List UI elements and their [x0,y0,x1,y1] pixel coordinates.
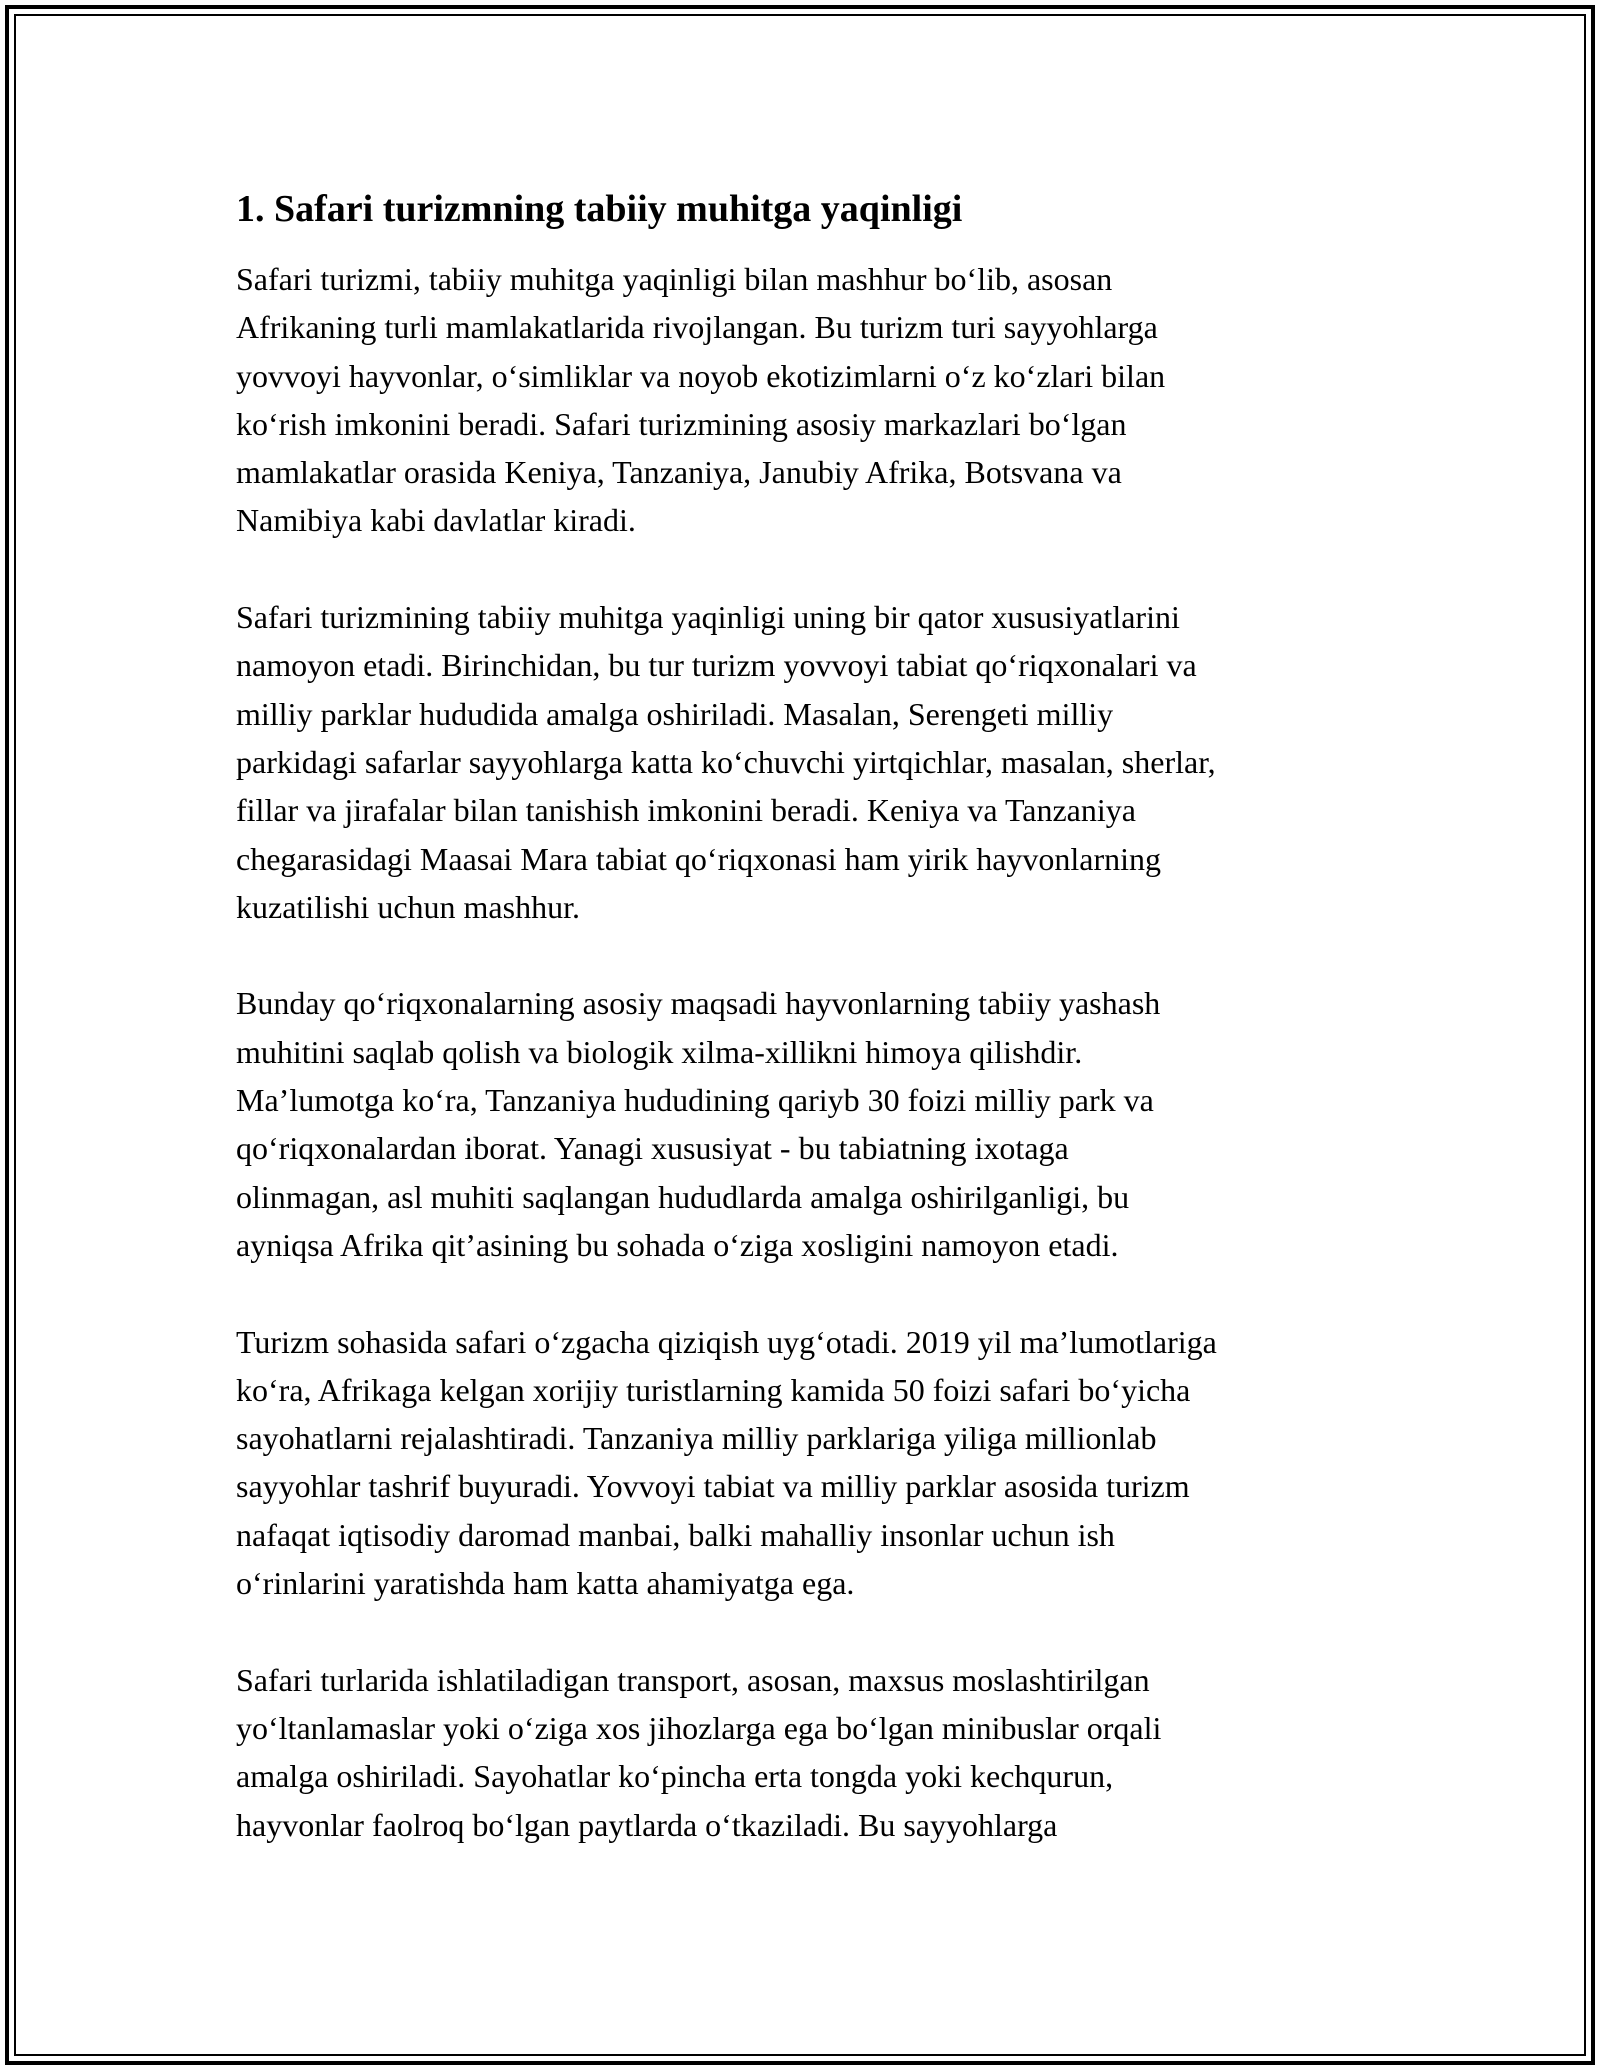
text-line: yovvoyi hayvonlar, o‘simliklar va noyob ekotizimlarni o‘z ko‘zlari bilan [236,357,1166,394]
text-line: Ma’lumotga ko‘ra, Tanzaniya hududining qariyb 30 foizi milliy park va [236,1082,1154,1119]
text-line: ayniqsa Afrika qit’asining bu sohada o‘ziga xosligini namoyon etadi. [236,1226,1119,1263]
text-line: hayvonlar faolroq bo‘lgan paytlarda o‘tkaziladi. Bu sayyohlarga [236,1806,1058,1843]
text-line: sayyohlar tashrif buyuradi. Yovvoyi tabiat va milliy parklar asosida turizm [236,1468,1190,1505]
text-line: Safari turizmi, tabiiy muhitga yaqinligi bilan mashhur bo‘lib, asosan [236,261,1113,297]
text-line: chegarasidagi Maasai Mara tabiat qo‘riqxonasi ham yirik hayvonlarning [236,840,1162,877]
text-line: kuzatilishi uchun mashhur. [236,888,580,925]
text-line: olinmagan, asl muhiti saqlangan hududlarda amalga oshirilganligi, bu [236,1178,1130,1215]
text-line: Namibiya kabi davlatlar kiradi. [236,502,636,539]
text-line: Afrikaning turli mamlakatlarida rivojlangan. Bu turizm turi sayyohlarga [236,309,1158,346]
text-line: Bunday qo‘riqxonalarning asosiy maqsadi hayvonlarning tabiiy yashash [236,985,1161,1022]
text-line: parkidagi safarlar sayyohlarga katta ko‘chuvchi yirtqichlar, masalan, sherlar, [236,743,1216,780]
text-line: muhitini saqlab qolish va biologik xilma-xillikni himoya qilishdir. [236,1033,1083,1070]
text-line: qo‘riqxonalardan iborat. Yanagi xususiyat - bu tabiatning ixotaga [236,1130,1069,1167]
text-line: Safari turlarida ishlatiladigan transport, asosan, maxsus moslashtirilgan [236,1661,1150,1698]
paragraph-1 [236,255,1376,545]
text-line: Safari turizmining tabiiy muhitga yaqinligi uning bir qator xususiyatlarini [236,599,1180,636]
section-heading: 1. Safari turizmning tabiiy muhitga yaqinligi [236,188,963,230]
paragraph-3 [236,979,1376,1269]
paragraph-4 [236,1318,1376,1608]
document-body [236,185,1376,1897]
text-line: amalga oshiriladi. Sayohatlar ko‘pincha erta tongda yoki kechqurun, [236,1758,1114,1795]
text-line: mamlakatlar orasida Keniya, Tanzaniya, Janubiy Afrika, Botsvana va [236,454,1122,491]
text-line: sayohatlarni rejalashtiradi. Tanzaniya milliy parklariga yiliga millionlab [236,1420,1157,1457]
paragraph-5 [236,1656,1376,1849]
text-line: o‘rinlarini yaratishda ham katta ahamiyatga ega. [236,1565,855,1602]
paragraph-2 [236,593,1376,931]
text-line: nafaqat iqtisodiy daromad manbai, balki mahalliy insonlar uchun ish [236,1516,1115,1553]
text-line: fillar va jirafalar bilan tanishish imkonini beradi. Keniya va Tanzaniya [236,792,1136,829]
text-line: yo‘ltanlamaslar yoki o‘ziga xos jihozlarga ega bo‘lgan minibuslar orqali [236,1709,1162,1746]
text-line: Turizm sohasida safari o‘zgacha qiziqish uyg‘otadi. 2019 yil ma’lumotlariga [236,1323,1217,1360]
text-line: ko‘ra, Afrikaga kelgan xorijiy turistlarning kamida 50 foizi safari bo‘yicha [236,1371,1191,1408]
text-line: ko‘rish imkonini beradi. Safari turizmining asosiy markazlari bo‘lgan [236,405,1127,442]
text-line: milliy parklar hududida amalga oshiriladi. Masalan, Serengeti milliy [236,695,1114,732]
text-line: namoyon etadi. Birinchidan, bu tur turizm yovvoyi tabiat qo‘riqxonalari va [236,647,1197,684]
